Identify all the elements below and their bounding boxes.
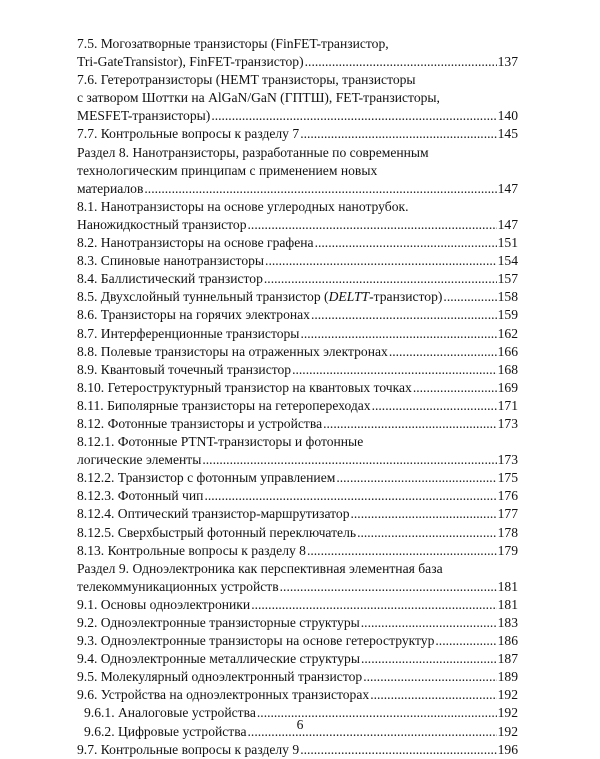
toc-entry xyxy=(77,397,518,415)
toc-entry xyxy=(77,71,518,125)
toc-entry-final-line xyxy=(77,361,518,379)
toc-entry xyxy=(77,361,518,379)
toc-entry-final-line xyxy=(77,469,518,487)
toc-entry-final-line xyxy=(77,252,518,270)
dot-leader xyxy=(315,234,497,252)
toc-entry xyxy=(77,542,518,560)
dot-leader xyxy=(389,343,497,361)
dot-leader xyxy=(300,325,496,343)
toc-entry-page: 158 xyxy=(497,289,518,305)
toc-entry xyxy=(77,234,518,252)
toc-entry-title: 9.4. Одноэлектронные металлические структуры xyxy=(77,651,360,667)
toc-entry-page: 137 xyxy=(497,54,518,70)
toc-entry-line: 8.1. Нанотранзисторы на основе углеродных нанотрубок. xyxy=(77,198,409,214)
toc-entry-page: 177 xyxy=(497,506,518,522)
toc-entry-page: 169 xyxy=(497,379,518,395)
toc-entry xyxy=(77,524,518,542)
toc-entry-page: 154 xyxy=(497,253,518,269)
toc-entry-final-line xyxy=(77,487,518,505)
toc-entry xyxy=(77,469,518,487)
toc-entry-line: 7.6. Гетеротранзисторы (HEMT транзисторы, транзисторы xyxy=(77,72,416,88)
dot-leader xyxy=(204,487,496,505)
toc-entry xyxy=(77,325,518,343)
dot-leader xyxy=(351,505,497,523)
toc-entry-title: 7.7. Контрольные вопросы к разделу 7 xyxy=(77,126,300,142)
toc-entry xyxy=(77,198,518,234)
toc-entry xyxy=(77,144,518,198)
toc-entry-page: 151 xyxy=(497,235,518,251)
toc-entry-title: 9.6.2. Цифровые устройства xyxy=(84,723,247,739)
toc-entry-title: Tri-GateTransistor), FinFET-транзистор) xyxy=(77,54,304,70)
toc-entry xyxy=(77,35,518,71)
toc-entry-final-line xyxy=(77,451,518,469)
toc-entry-line: 8.12.1. Фотонные PTNT-транзисторы и фотонные xyxy=(77,434,364,450)
toc-entry-page: 181 xyxy=(497,596,518,612)
toc-entry-title: 8.4. Баллистический транзистор xyxy=(77,271,263,287)
toc-entry xyxy=(77,686,518,704)
toc-entry-title: 8.12.5. Сверхбыстрый фотонный переключатель xyxy=(77,524,357,540)
toc-entry-title: 9.6. Устройства на одноэлектронных транзисторах xyxy=(77,687,370,703)
toc-entry-title: 8.11. Биполярные транзисторы на гетеропереходах xyxy=(77,397,371,413)
toc-entry-line: Раздел 9. Одноэлектроника как перспективная элементная база xyxy=(77,560,443,576)
toc-entry xyxy=(77,433,518,469)
toc-entry-page: 189 xyxy=(497,669,518,685)
dot-leader xyxy=(372,397,497,415)
toc-entry-title: телекоммуникационных устройств xyxy=(77,578,279,594)
toc-entry-final-line xyxy=(77,288,518,306)
dot-leader xyxy=(311,306,497,324)
toc-entry-title: Наножидкостный транзистор xyxy=(77,216,247,232)
toc-entry-title: 8.8. Полевые транзисторы на отраженных электронах xyxy=(77,343,388,359)
toc-entry-final-line xyxy=(77,524,518,542)
toc-entry xyxy=(77,343,518,361)
toc-entry-page: 166 xyxy=(497,343,518,359)
toc-entry-page: 192 xyxy=(497,687,518,703)
dot-leader xyxy=(202,451,496,469)
toc-entry-title: 9.5. Молекулярный одноэлектронный транзистор xyxy=(77,669,363,685)
toc-entry-page: 181 xyxy=(497,578,518,594)
toc-entry-final-line xyxy=(77,686,518,704)
toc-entry xyxy=(77,379,518,397)
toc-entry xyxy=(77,650,518,668)
toc-entry-page: 179 xyxy=(497,542,518,558)
toc-entry-final-line xyxy=(77,343,518,361)
toc-entry-final-line xyxy=(77,578,518,596)
dot-leader xyxy=(435,632,496,650)
toc-entry-final-line xyxy=(77,542,518,560)
dot-leader xyxy=(292,361,497,379)
toc-entry-page: 162 xyxy=(497,325,518,341)
toc-entry-page: 173 xyxy=(497,452,518,468)
toc-entry xyxy=(77,614,518,632)
toc-entry-final-line xyxy=(77,397,518,415)
toc-entry-final-line xyxy=(77,505,518,523)
dot-leader xyxy=(144,180,496,198)
dot-leader xyxy=(443,288,496,306)
toc-entry-final-line xyxy=(77,216,518,234)
toc-entry-line: технологическим принципам с применением новых xyxy=(77,162,378,178)
toc-entry xyxy=(77,415,518,433)
dot-leader xyxy=(307,542,497,560)
table-of-contents xyxy=(77,35,518,759)
toc-entry-title: 8.12.4. Оптический транзистор-маршрутизатор xyxy=(77,506,350,522)
toc-entry-title: 8.7. Интерференционные транзисторы xyxy=(77,325,300,341)
toc-entry-final-line xyxy=(77,107,518,125)
toc-entry xyxy=(77,288,518,306)
toc-entry-page: 176 xyxy=(497,488,518,504)
toc-entry-line: 7.5. Могозатворные транзисторы (FinFET-транзистор, xyxy=(77,36,389,51)
page-number: 6 xyxy=(296,717,304,732)
toc-entry-page: 147 xyxy=(497,216,518,232)
toc-entry xyxy=(77,487,518,505)
dot-leader xyxy=(305,53,497,71)
toc-entry-page: 157 xyxy=(497,271,518,287)
toc-entry-title: 8.6. Транзисторы на горячих электронах xyxy=(77,307,310,323)
toc-entry-page: 159 xyxy=(497,307,518,323)
toc-entry-final-line xyxy=(77,614,518,632)
toc-entry-page: 192 xyxy=(497,705,518,721)
dot-leader xyxy=(251,596,496,614)
dot-leader xyxy=(211,107,496,125)
dot-leader xyxy=(413,379,497,397)
dot-leader xyxy=(361,614,497,632)
toc-entry-title: 8.12. Фотонные транзисторы и устройства xyxy=(77,415,323,431)
toc-entry-page: 168 xyxy=(497,361,518,377)
toc-entry-page: 192 xyxy=(497,723,518,739)
toc-entry-page: 171 xyxy=(497,397,518,413)
toc-entry-page: 147 xyxy=(497,180,518,196)
dot-leader xyxy=(265,252,497,270)
toc-entry-page: 140 xyxy=(497,108,518,124)
toc-entry-page: 187 xyxy=(497,651,518,667)
toc-entry-title: 8.9. Квантовый точечный транзистор xyxy=(77,361,292,377)
toc-entry xyxy=(77,505,518,523)
toc-entry-title: 9.6.1. Аналоговые устройства xyxy=(84,705,256,721)
toc-entry-final-line xyxy=(77,53,518,71)
dot-leader xyxy=(280,578,497,596)
toc-entry-title: 8.10. Гетероструктурный транзистор на квантовых точках xyxy=(77,379,412,395)
dot-leader xyxy=(248,216,497,234)
toc-entry xyxy=(77,668,518,686)
toc-entry-title: 8.12.2. Транзистор с фотонным управлением xyxy=(77,470,336,486)
dot-leader xyxy=(363,668,496,686)
toc-entry-line: с затвором Шоттки на AlGaN/GaN (ГПТШ), FET-транзисторы, xyxy=(77,90,440,106)
toc-entry xyxy=(77,252,518,270)
toc-entry-title: логические элементы xyxy=(77,452,202,468)
toc-entry-line: Раздел 8. Нанотранзисторы, разработанные по современным xyxy=(77,144,429,160)
toc-entry-final-line xyxy=(77,325,518,343)
dot-leader xyxy=(370,686,496,704)
toc-entry-final-line xyxy=(77,306,518,324)
toc-entry-final-line xyxy=(77,668,518,686)
toc-entry-final-line xyxy=(77,234,518,252)
toc-entry-title: 8.12.3. Фотонный чип xyxy=(77,488,204,504)
dot-leader xyxy=(357,524,497,542)
dot-leader xyxy=(264,270,497,288)
toc-entry-final-line xyxy=(77,270,518,288)
toc-entry xyxy=(77,306,518,324)
toc-entry-title: материалов xyxy=(77,180,144,196)
toc-entry-page: 175 xyxy=(497,470,518,486)
toc-entry-title: 9.3. Одноэлектронные транзисторы на основе гетероструктур xyxy=(77,633,435,649)
toc-entry xyxy=(77,560,518,596)
toc-entry xyxy=(77,125,518,143)
toc-entry-title: MESFET-транзисторы) xyxy=(77,108,211,124)
toc-entry-final-line xyxy=(77,379,518,397)
toc-entry-title: 8.2. Нанотранзисторы на основе графена xyxy=(77,235,314,251)
toc-entry-page: 145 xyxy=(497,126,518,142)
toc-entry-title: 8.13. Контрольные вопросы к разделу 8 xyxy=(77,542,306,558)
toc-entry-final-line xyxy=(77,650,518,668)
toc-entry-title: 8.5. Двухслойный туннельный транзистор (DELTT-транзистор) xyxy=(77,289,443,305)
toc-entry-final-line xyxy=(77,180,518,198)
toc-entry-title: 9.7. Контрольные вопросы к разделу 9 xyxy=(77,741,300,757)
toc-entry-page: 173 xyxy=(497,415,518,431)
dot-leader xyxy=(300,125,496,143)
toc-entry-page: 178 xyxy=(497,524,518,540)
dot-leader xyxy=(361,650,497,668)
toc-entry-title: 8.3. Спиновые нанотранзисторы xyxy=(77,253,265,269)
toc-entry xyxy=(77,270,518,288)
toc-entry-page: 186 xyxy=(497,633,518,649)
dot-leader xyxy=(336,469,496,487)
toc-entry-page: 196 xyxy=(497,741,518,757)
toc-entry-title: 9.1. Основы одноэлектроники xyxy=(77,596,251,612)
dot-leader xyxy=(323,415,496,433)
toc-entry-page: 183 xyxy=(497,615,518,630)
toc-entry-final-line xyxy=(77,415,518,433)
toc-entry-final-line xyxy=(77,596,518,614)
toc-entry-title: 9.2. Одноэлектронные транзисторные структуры xyxy=(77,615,360,630)
toc-entry xyxy=(77,632,518,650)
toc-entry-final-line xyxy=(77,125,518,143)
toc-entry-final-line xyxy=(77,632,518,650)
toc-entry xyxy=(77,596,518,614)
